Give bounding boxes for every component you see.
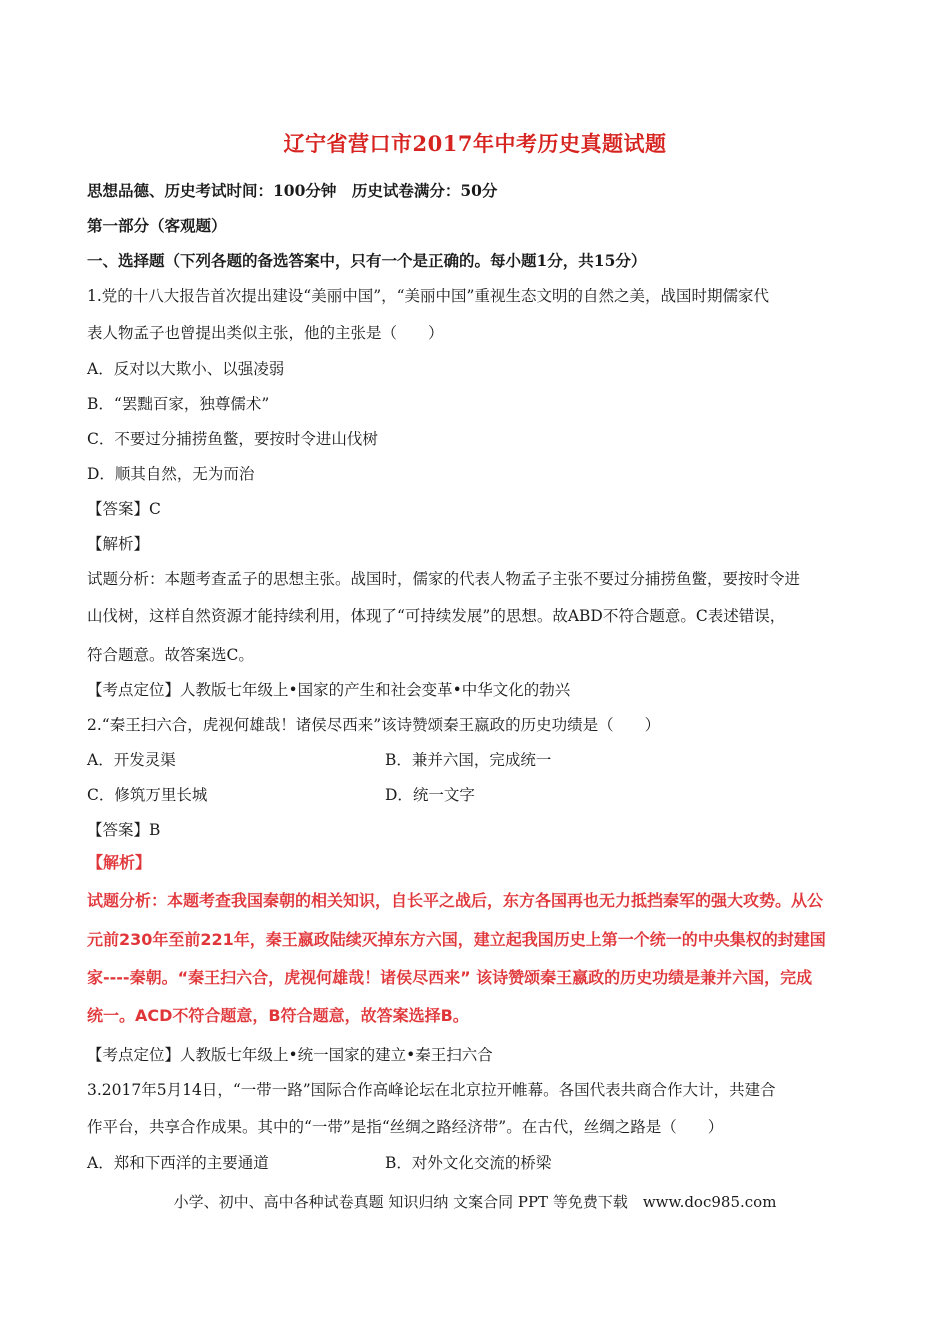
- q2-answer: 【答案】B: [87, 821, 161, 839]
- q3-stem-line1: 3.2017年5月14日，“一带一路”国际合作高峰论坛在北京拉开帷幕。各国代表共商合作大计，共建合: [87, 1081, 776, 1099]
- q2-option-d: D．统一文字: [385, 786, 475, 804]
- q1-analysis-line3: 符合题意。故答案选C。: [87, 646, 254, 664]
- q1-stem-line2: 表人物孟子也曾提出类似主张，他的主张是（ ）: [87, 324, 444, 342]
- part-heading: 第一部分（客观题）: [87, 216, 227, 235]
- q2-analysis-line1: 试题分析：本题考查我国秦朝的相关知识，自长平之战后，东方各国再也无力抵挡秦军的强大攻势。从公: [87, 891, 824, 910]
- q3-option-a: A．郑和下西洋的主要通道: [87, 1154, 269, 1172]
- q1-option-b: B．“罢黜百家，独尊儒术”: [87, 395, 270, 413]
- q1-analysis-line1: 试题分析：本题考查孟子的思想主张。战国时，儒家的代表人物孟子主张不要过分捕捞鱼鳖，要按时令进: [87, 570, 801, 588]
- exam-meta: 思想品德、历史考试时间：100分钟 历史试卷满分：50分: [87, 181, 498, 200]
- q1-stem-line1: 1.党的十八大报告首次提出建设“美丽中国”，“美丽中国”重视生态文明的自然之美，战国时期儒家代: [87, 287, 769, 305]
- q2-stem: 2.“秦王扫六合，虎视何雄哉！诸侯尽西来”该诗赞颂秦王嬴政的历史功绩是（ ）: [87, 716, 661, 734]
- q1-option-d: D．顺其自然，无为而治: [87, 465, 255, 483]
- q3-stem-line2: 作平台，共享合作成果。其中的“一带”是指“丝绸之路经济带”。在古代，丝绸之路是（ ）: [87, 1118, 724, 1136]
- q2-option-c: C．修筑万里长城: [87, 786, 208, 804]
- q2-analysis-line2: 元前230年至前221年，秦王嬴政陆续灭掉东方六国，建立起我国历史上第一个统一的中央集权的封建国: [87, 930, 826, 949]
- document-title: 辽宁省营口市2017年中考历史真题试题: [283, 131, 667, 156]
- q3-option-b: B．对外文化交流的桥梁: [385, 1154, 552, 1172]
- q2-analysis-line3: 家----秦朝。“秦王扫六合，虎视何雄哉！诸侯尽西来” 该诗赞颂秦王嬴政的历史功绩是兼并六国，完成: [87, 968, 813, 987]
- q2-analysis-label: 【解析】: [87, 853, 152, 872]
- q1-option-c: C．不要过分捕捞鱼鳖，要按时令进山伐树: [87, 430, 378, 448]
- q1-knowledge-point: 【考点定位】人教版七年级上•国家的产生和社会变革•中华文化的勃兴: [87, 681, 571, 699]
- q2-analysis-line4: 统一。ACD不符合题意，B符合题意，故答案选择B。: [87, 1006, 469, 1025]
- q1-analysis-line2: 山伐树，这样自然资源才能持续利用，体现了“可持续发展”的思想。故ABD不符合题意。C表述错误，: [87, 607, 786, 625]
- q1-option-a: A．反对以大欺小、以强凌弱: [87, 360, 285, 378]
- q1-analysis-label: 【解析】: [87, 535, 150, 553]
- q1-answer: 【答案】C: [87, 500, 161, 518]
- page-footer: 小学、初中、高中各种试卷真题 知识归纳 文案合同 PPT 等免费下载 www.doc985.com: [173, 1193, 777, 1211]
- q2-option-a: A．开发灵渠: [87, 751, 176, 769]
- section-heading: 一、选择题（下列各题的备选答案中，只有一个是正确的。每小题1分，共15分）: [87, 251, 647, 270]
- q2-knowledge-point: 【考点定位】人教版七年级上•统一国家的建立•秦王扫六合: [87, 1046, 493, 1064]
- q2-option-b: B．兼并六国，完成统一: [385, 751, 552, 769]
